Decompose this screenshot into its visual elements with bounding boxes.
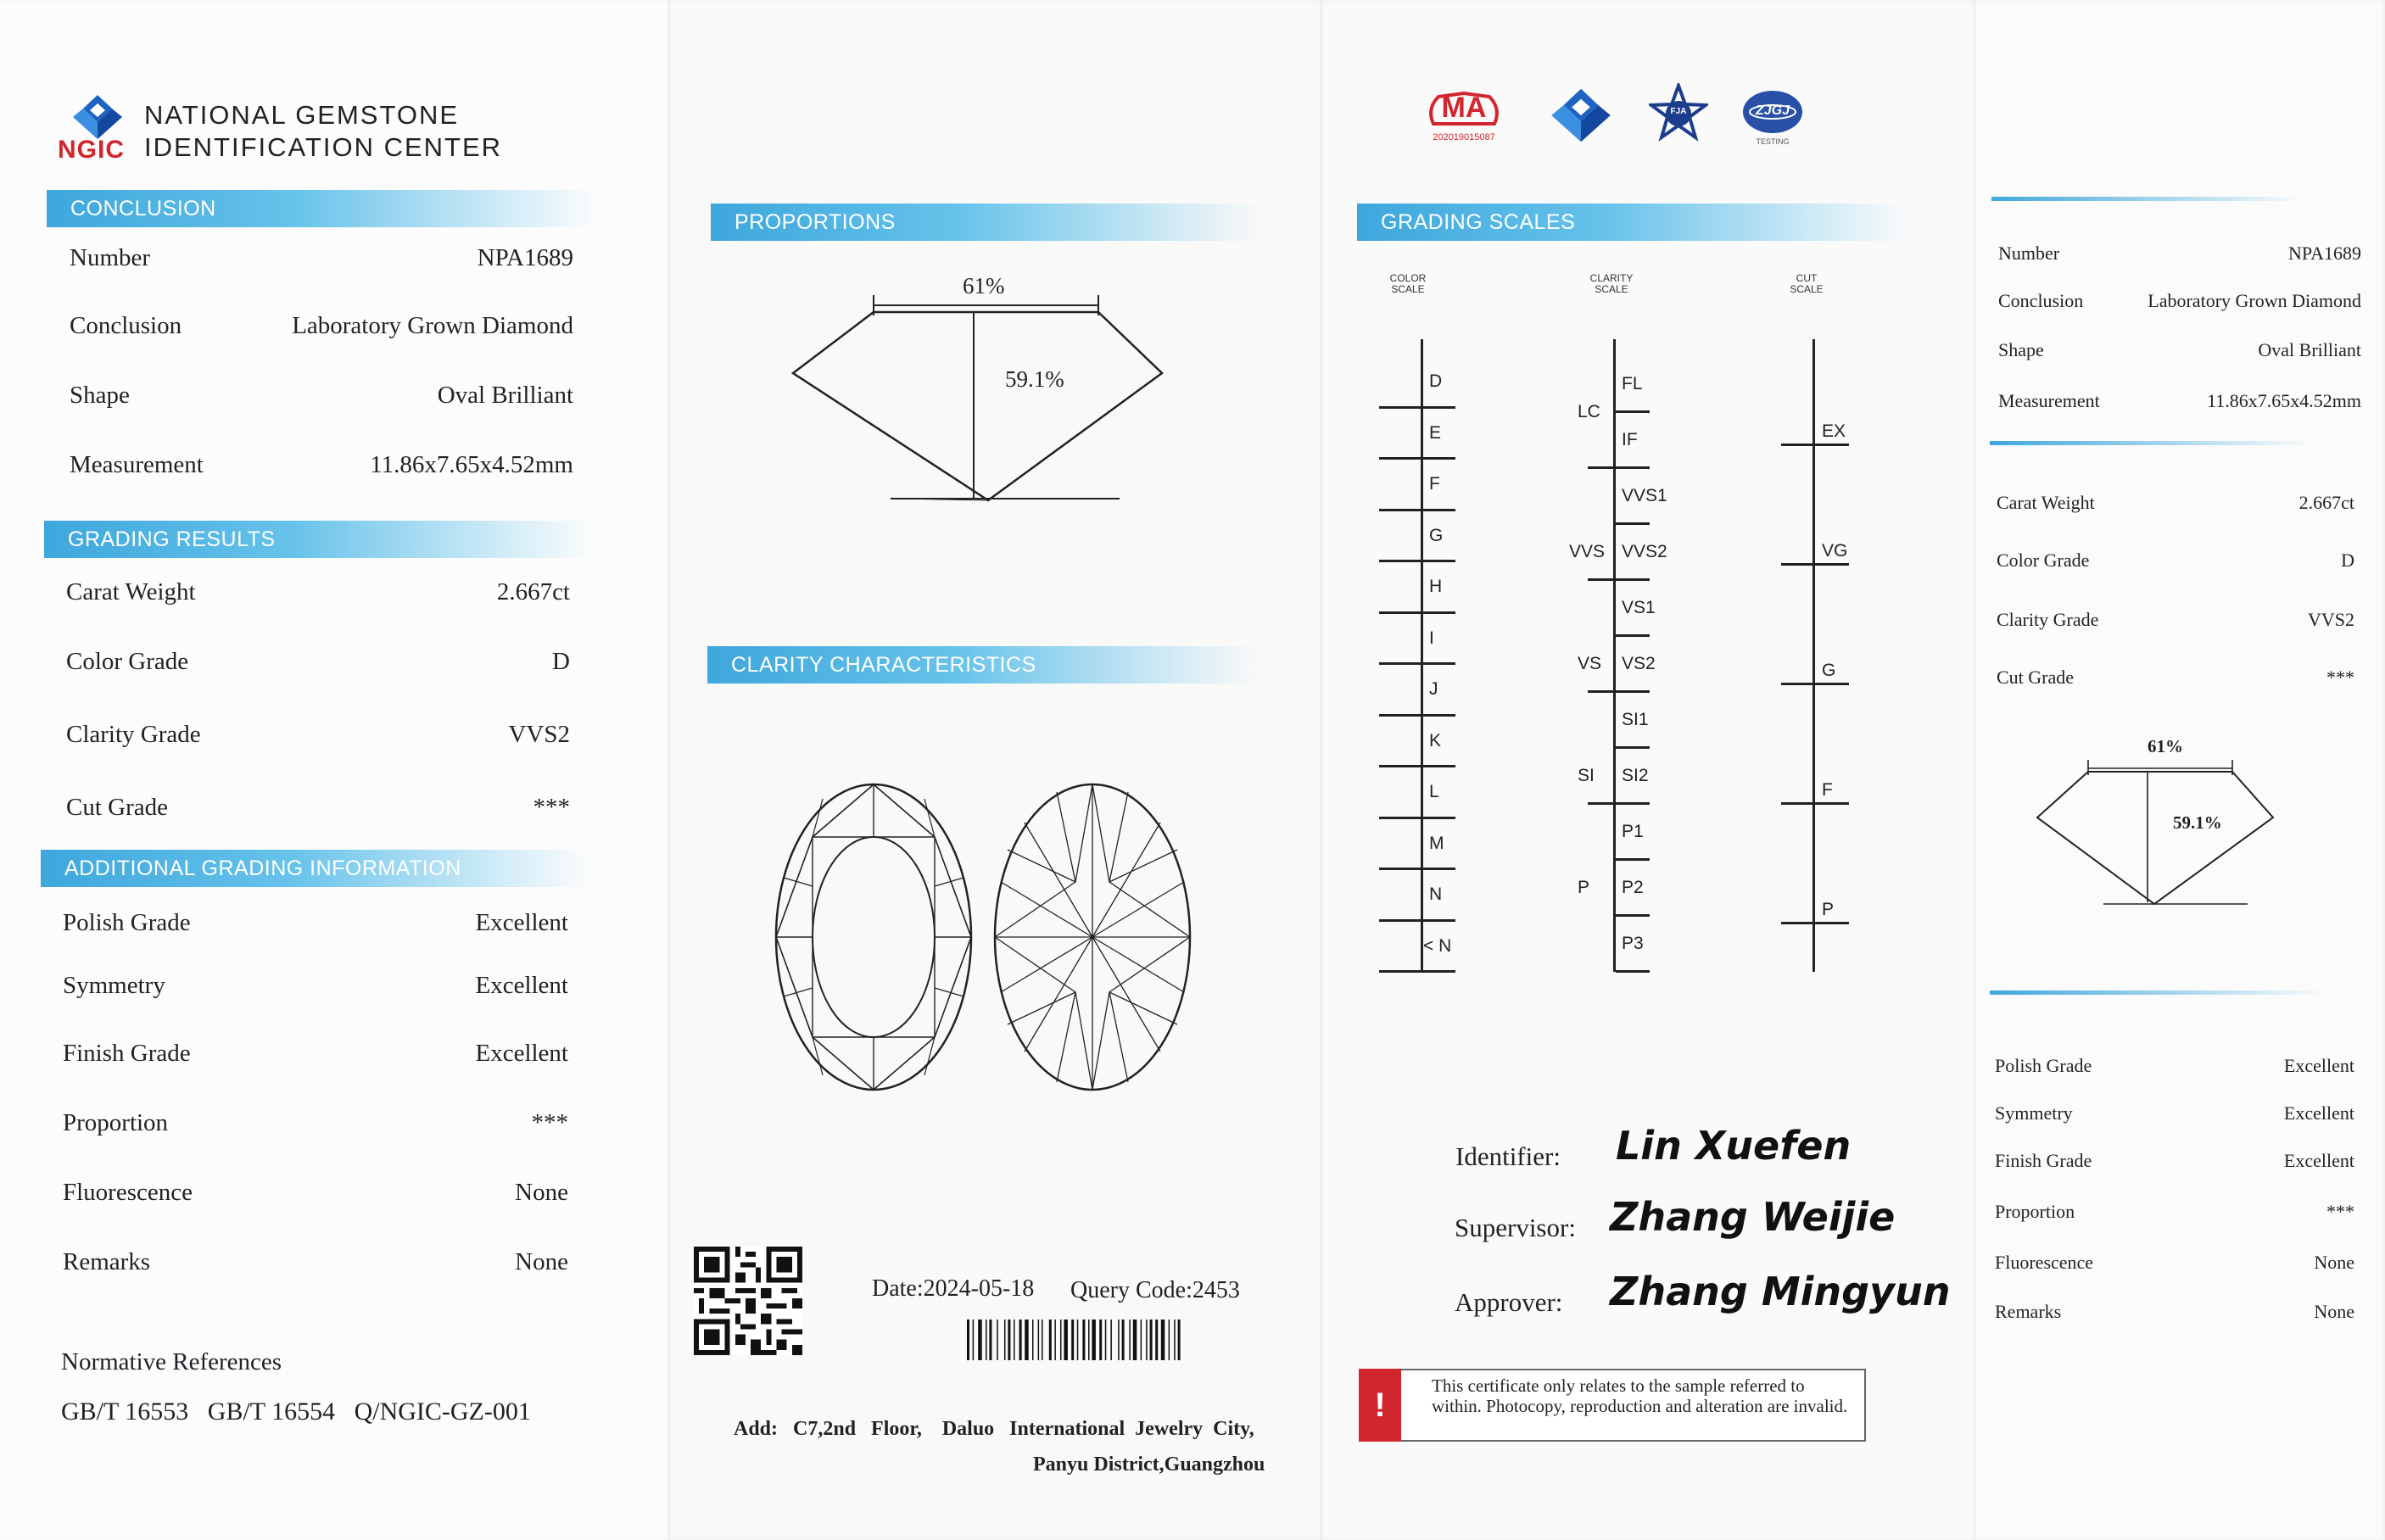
fja-logo [1649,83,1708,142]
summary-depth-label: 59.1% [2173,812,2222,833]
color-grade-label: D [1429,371,1443,392]
clarity-scale-tick [1616,970,1650,973]
cut-grade-label: P [1822,900,1835,920]
field-label: Polish Grade [63,909,191,936]
clarity-grade-label: P3 [1622,934,1644,953]
clarity-scale-tick [1616,634,1650,637]
color-grade-label: N [1429,884,1443,905]
summary-label: Symmetry [1995,1102,2073,1124]
barcode-bar [1133,1320,1137,1360]
ngic-logo-text: NGIC [58,136,125,164]
panel-summary [1976,0,2385,1540]
barcode-bar [1088,1320,1090,1360]
field-label: Conclusion [70,312,182,339]
summary-label: Remarks [1995,1301,2062,1322]
color-scale-tick [1379,406,1455,409]
warning-icon: ! [1359,1369,1401,1442]
clarity-scale-title-1: CLARITY [1589,272,1634,284]
color-grade-label: < N [1423,935,1452,956]
panel-grading-scales [1323,0,1976,1540]
barcode-bar [1004,1320,1006,1360]
barcode-bar [1161,1320,1165,1360]
barcode-bar [1014,1320,1015,1360]
clarity-plot-pavilion [991,780,1194,1094]
summary-label: Measurement [1998,390,2100,411]
field-value: *** [531,1109,568,1136]
issue-date: Date:2024-05-18 [872,1275,1035,1302]
summary-value: D [2341,550,2354,571]
color-scale-title-2: SCALE [1391,283,1425,295]
field-label: Remarks [63,1248,151,1275]
field-label: Cut Grade [66,794,168,821]
color-scale-tick [1379,817,1455,819]
fja-text: FJA [1670,107,1687,116]
clarity-grade-label: VVS1 [1622,486,1667,505]
barcode-bar [1071,1320,1074,1360]
barcode-bar [1129,1320,1131,1360]
color-grade-label: I [1429,628,1434,648]
clarity-plot-crown [772,780,975,1094]
cut-scale-tick [1781,922,1849,924]
summary-value: NPA1689 [2288,243,2361,264]
barcode-bar [986,1320,987,1360]
barcode-bar [1118,1320,1120,1360]
ma-number: 202019015087 [1433,132,1495,142]
field-value: *** [533,794,570,821]
clarity-scale-tick [1616,858,1650,861]
color-scale-tick [1379,611,1455,614]
field-value: D [552,648,570,675]
color-scale-tick [1379,509,1455,511]
color-grade-label: K [1429,730,1442,750]
signature-name: Zhang Mingyun [1610,1269,1951,1314]
clarity-group-label: P [1578,878,1590,897]
summary-value: 11.86x7.65x4.52mm [2207,390,2361,411]
clarity-scale-tick [1616,914,1650,917]
barcode-bar [1064,1320,1068,1360]
summary-value: *** [2326,667,2354,688]
normative-title: Normative References [61,1348,282,1375]
clarity-group-separator [1588,466,1616,469]
field-value: Laboratory Grown Diamond [292,312,573,339]
clarity-scale-tick [1616,690,1650,693]
ngic-logo [68,92,127,142]
summary-label: Color Grade [1997,550,2090,571]
clarity-group-separator [1588,690,1616,693]
color-scale-tick [1379,868,1455,870]
signature-role: Identifier: [1455,1141,1561,1171]
color-scale-tick [1379,662,1455,665]
section-clarity-characteristics: CLARITY CHARACTERISTICS [707,646,1257,684]
field-label: Number [70,244,151,271]
signature-role: Supervisor: [1455,1213,1576,1242]
field-value: NPA1689 [477,244,573,271]
color-grade-label: G [1429,525,1444,545]
clarity-scale-tick [1616,410,1650,413]
proportion-table-label: 61% [963,273,1005,299]
barcode-bar [1042,1320,1043,1360]
barcode-bar [1054,1320,1056,1360]
barcode-bar [1141,1320,1142,1360]
ma-text: MA [1441,92,1487,124]
cut-grade-label: EX [1822,421,1846,441]
field-value: Oval Brilliant [437,382,573,409]
clarity-scale-tick [1616,746,1650,749]
clarity-scale-tick [1616,578,1650,581]
field-value: VVS2 [508,721,570,748]
address-line2: Panyu District,Guangzhou [1033,1454,1265,1476]
disclaimer-text: This certificate only relates to the sample referred to within. Photocopy, reproduction and alteration are invalid. [1432,1375,1848,1416]
cut-scale-axis [1812,339,1815,972]
cut-scale-tick [1781,563,1849,566]
signature-name: Zhang Weijie [1610,1194,1896,1240]
field-value: 11.86x7.65x4.52mm [370,451,573,478]
barcode-bar [997,1320,998,1360]
field-label: Measurement [70,451,204,478]
barcode-bar [1110,1320,1112,1360]
barcode-bar [1146,1320,1148,1360]
section-conclusion: CONCLUSION [47,190,596,227]
clarity-group-label: VS [1578,654,1602,673]
field-label: Clarity Grade [66,721,201,748]
clarity-grade-label: IF [1622,430,1638,449]
summary-rule-1 [1991,197,2305,201]
field-value: None [515,1179,568,1206]
org-name-line1: NATIONAL GEMSTONE [144,100,460,130]
color-grade-label: H [1429,577,1443,597]
clarity-scale-title [1578,273,1645,295]
barcode-bar [1032,1320,1034,1360]
clarity-grade-label: FL [1622,374,1643,393]
barcode-bar [1025,1320,1029,1360]
color-scale-title [1382,273,1433,295]
field-label: Color Grade [66,648,189,675]
clarity-scale-axis [1613,339,1616,972]
clarity-grade-label: P1 [1622,822,1644,841]
panel-proportions [670,0,1323,1540]
normative-refs: GB/T 16553 GB/T 16554 Q/NGIC-GZ-001 [61,1398,531,1426]
cut-scale-title-1: CUT [1796,272,1818,284]
cut-scale-tick [1781,444,1849,446]
clarity-grade-label: SI1 [1622,710,1649,729]
cut-scale-tick [1781,802,1849,805]
color-scale-title-1: COLOR [1389,272,1427,284]
summary-label: Number [1998,243,2060,264]
cut-scale-title [1785,273,1828,295]
summary-label: Carat Weight [1997,492,2095,513]
barcode-bar [1038,1320,1040,1360]
barcode-bar [1019,1320,1022,1360]
disclaimer-box [1359,1369,1866,1442]
summary-rule-2 [1990,441,2312,445]
barcode-bar [1174,1320,1176,1360]
summary-label: Polish Grade [1995,1055,2092,1076]
color-grade-label: M [1429,833,1444,853]
summary-value: Excellent [2283,1150,2354,1171]
summary-value: 2.667ct [2298,492,2354,513]
color-scale-tick [1379,560,1455,562]
section-grading-results: GRADING RESULTS [44,521,594,558]
cut-grade-label: VG [1822,540,1848,561]
field-value: None [515,1248,568,1275]
barcode-bar [973,1320,975,1360]
signature-name: Lin Xuefen [1616,1123,1852,1169]
barcode-bar [1099,1320,1102,1360]
barcode-bar [1178,1320,1181,1360]
barcode-bar [1105,1320,1107,1360]
summary-value: Oval Brilliant [2258,339,2361,360]
section-proportions: PROPORTIONS [711,204,1260,241]
clarity-group-label: LC [1578,402,1600,421]
clarity-grade-label: VVS2 [1622,542,1667,561]
clarity-grade-label: VS2 [1622,654,1656,673]
barcode-bar [1092,1320,1096,1360]
ma-logo [1425,90,1503,142]
summary-label: Shape [1998,339,2044,360]
summary-table-label: 61% [2148,736,2183,756]
barcode-bar [1060,1320,1062,1360]
summary-label: Clarity Grade [1997,609,2099,630]
qr-code[interactable] [694,1247,802,1355]
barcode-bar [1122,1320,1125,1360]
summary-label: Cut Grade [1997,667,2075,688]
barcode[interactable] [967,1320,1247,1360]
clarity-group-label: SI [1578,766,1595,785]
barcode-bar [1077,1320,1079,1360]
barcode-bar [1155,1320,1158,1360]
field-label: Symmetry [63,972,165,999]
field-label: Carat Weight [66,578,196,605]
clarity-grade-label: SI2 [1622,766,1649,785]
cut-scale-title-2: SCALE [1790,283,1824,295]
clarity-grade-label: P2 [1622,878,1644,897]
barcode-bar [967,1320,969,1360]
section-grading-scales: GRADING SCALES [1357,204,1907,241]
barcode-bar [1082,1320,1085,1360]
field-value: Excellent [475,909,568,936]
summary-label: Finish Grade [1995,1150,2092,1171]
color-scale-tick [1379,457,1455,460]
color-grade-label: F [1429,474,1440,494]
zjgj-text: ZJGJ [1755,103,1790,118]
clarity-scale-tick [1616,802,1650,805]
summary-value: *** [2326,1201,2354,1222]
summary-value: VVS2 [2307,609,2354,630]
color-scale-tick [1379,970,1455,973]
barcode-bar [978,1320,982,1360]
color-scale-axis [1421,339,1423,972]
clarity-group-label: VVS [1569,542,1606,561]
zjgj-logo [1740,88,1807,153]
panel-conclusion [0,0,670,1540]
color-grade-label: L [1429,782,1439,802]
barcode-bar [989,1320,991,1360]
summary-label: Proportion [1995,1201,2075,1222]
ngic-diamond-icon [1545,83,1617,148]
proportion-depth-label: 59.1% [1005,366,1064,392]
summary-value: Excellent [2283,1055,2354,1076]
clarity-scale-tick [1616,522,1650,525]
section-additional-info: ADDITIONAL GRADING INFORMATION [41,850,590,887]
summary-label: Conclusion [1998,290,2084,311]
summary-value: None [2314,1301,2354,1322]
color-scale-tick [1379,714,1455,717]
barcode-bar [1049,1320,1052,1360]
summary-rule-3 [1990,990,2329,995]
color-scale-tick [1379,765,1455,767]
barcode-bar [1169,1320,1170,1360]
barcode-bar [1008,1320,1010,1360]
clarity-group-separator [1588,578,1616,581]
signature-role: Approver: [1455,1287,1563,1317]
field-value: Excellent [475,972,568,999]
cut-grade-label: F [1822,780,1833,801]
color-grade-label: J [1429,679,1438,700]
summary-label: Fluorescence [1995,1252,2094,1273]
field-label: Finish Grade [63,1040,191,1067]
summary-value: None [2314,1252,2354,1273]
cut-scale-tick [1781,683,1849,685]
clarity-grade-label: VS1 [1622,598,1656,617]
zjgj-testing: TESTING [1756,137,1790,146]
address-line1: Add: C7,2nd Floor, Daluo International Jewelry City, [734,1418,1254,1440]
ngic-diamond-icon [68,92,127,142]
summary-value: Laboratory Grown Diamond [2148,290,2361,311]
cut-grade-label: G [1822,661,1836,680]
field-label: Shape [70,382,130,409]
field-value: 2.667ct [496,578,570,605]
org-name-line2: IDENTIFICATION CENTER [144,132,503,162]
summary-value: Excellent [2283,1102,2354,1124]
field-value: Excellent [475,1040,568,1067]
color-grade-label: E [1429,422,1442,443]
clarity-group-separator [1588,802,1616,805]
clarity-scale-tick [1616,466,1650,469]
color-scale-tick [1379,919,1455,922]
field-label: Proportion [63,1109,169,1136]
clarity-scale-title-2: SCALE [1595,283,1628,295]
barcode-bar [1150,1320,1153,1360]
field-label: Fluorescence [63,1179,193,1206]
query-code: Query Code:2453 [1070,1277,1240,1303]
